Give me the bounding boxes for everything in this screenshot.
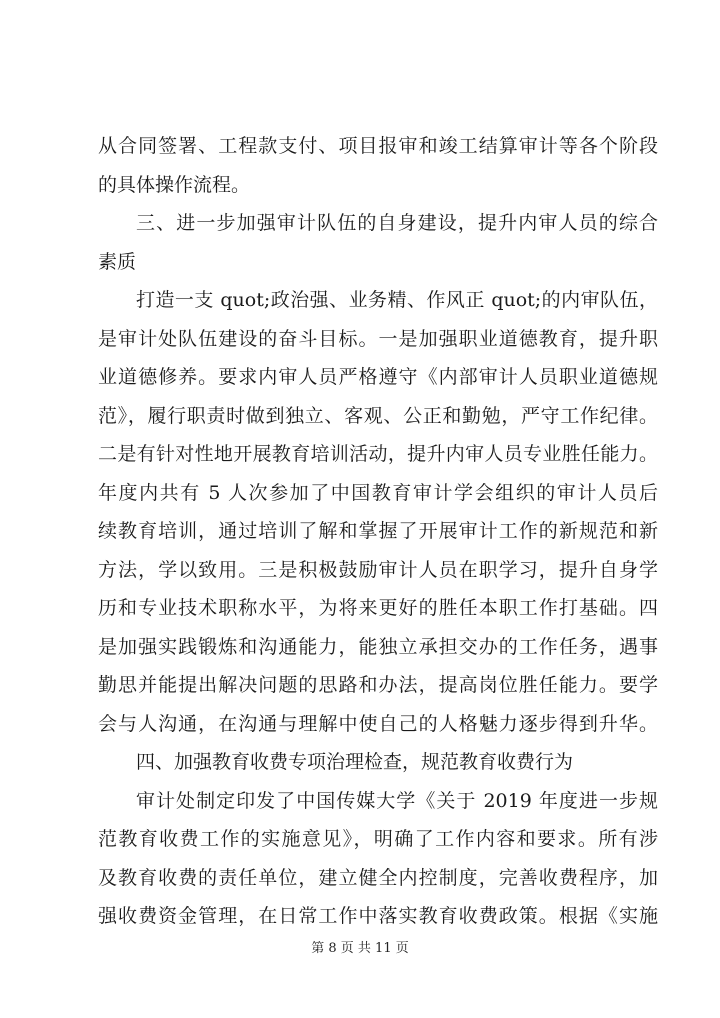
section-heading-3-cont: 素质	[98, 250, 137, 273]
text-line: 及教育收费的责任单位，建立健全内控制度，完善收费程序，加	[98, 866, 658, 889]
section-heading-3: 三、进一步加强审计队伍的自身建设，提升内审人员的综合	[136, 212, 658, 234]
text-line: 从合同签署、工程款支付、项目报审和竣工结算审计等各个阶段	[98, 135, 658, 157]
text-line: 审计处制定印发了中国传媒大学《关于 2019 年度进一步规	[136, 789, 658, 812]
page-footer: 第 8 页 共 11 页	[311, 941, 409, 956]
text-line: 的具体操作流程。	[98, 173, 251, 196]
text-line: 二是有针对性地开展教育培训活动，提升内审人员专业胜任能力。	[98, 443, 658, 465]
text-line: 范》，履行职责时做到独立、客观、公正和勤勉，严守工作纪律。	[98, 404, 658, 427]
text-line: 强收费资金管理，在日常工作中落实教育收费政策。根据《实施	[98, 905, 658, 927]
section-heading-4: 四、加强教育收费专项治理检查，规范教育收费行为	[136, 751, 574, 773]
text-line: 打造一支 quot;政治强、业务精、作风正 quot;的内审队伍，	[136, 289, 658, 311]
text-line: 是审计处队伍建设的奋斗目标。一是加强职业道德教育，提升职	[98, 327, 658, 350]
text-line: 是加强实践锻炼和沟通能力，能独立承担交办的工作任务，遇事	[98, 635, 658, 658]
text-line: 业道德修养。要求内审人员严格遵守《内部审计人员职业道德规	[98, 366, 658, 388]
text-line: 续教育培训，通过培训了解和掌握了开展审计工作的新规范和新	[98, 520, 658, 542]
text-line: 历和专业技术职称水平，为将来更好的胜任本职工作打基础。四	[98, 597, 658, 619]
text-line: 范教育收费工作的实施意见》，明确了工作内容和要求。所有涉	[98, 828, 658, 850]
text-line: 方法，学以致用。三是积极鼓励审计人员在职学习，提升自身学	[98, 558, 658, 581]
text-line: 会与人沟通，在沟通与理解中使自己的人格魅力逐步得到升华。	[98, 712, 658, 735]
text-line: 年度内共有 5 人次参加了中国教育审计学会组织的审计人员后	[98, 481, 658, 504]
text-line: 勤思并能提出解决问题的思路和办法，提高岗位胜任能力。要学	[98, 674, 658, 696]
